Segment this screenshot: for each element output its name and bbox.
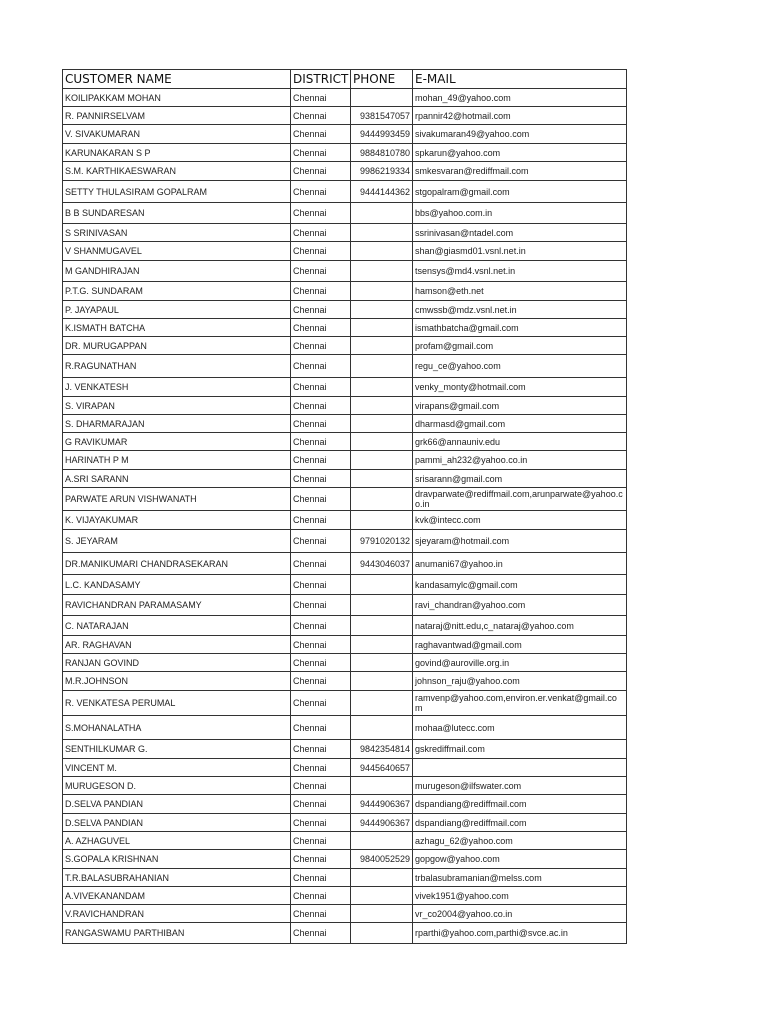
cell-phone [351,203,413,224]
cell-phone: 9381547057 [351,107,413,125]
table-row [63,814,627,832]
cell-district: Chennai [291,203,351,224]
cell-email: tsensys@md4.vsnl.net.in [413,261,627,282]
table-row [63,832,627,850]
cell-phone [351,887,413,905]
cell-phone [351,636,413,654]
cell-district: Chennai [291,595,351,616]
cell-email: profam@gmail.com [413,337,627,355]
table-row [63,162,627,181]
cell-customer-name: D.SELVA PANDIAN [63,814,291,832]
cell-customer-name: S. DHARMARAJAN [63,415,291,433]
cell-district: Chennai [291,319,351,337]
table-row [63,553,627,575]
cell-phone [351,777,413,795]
cell-customer-name: V. SIVAKUMARAN [63,125,291,144]
cell-customer-name: MURUGESON D. [63,777,291,795]
cell-email: virapans@gmail.com [413,397,627,415]
cell-customer-name: B B SUNDARESAN [63,203,291,224]
cell-district: Chennai [291,224,351,242]
cell-district: Chennai [291,451,351,470]
cell-email: gskrediffmail.com [413,740,627,759]
cell-customer-name: R. PANNIRSELVAM [63,107,291,125]
cell-email: kvk@intecc.com [413,511,627,530]
table-row [63,181,627,203]
cell-district: Chennai [291,530,351,553]
cell-customer-name: V.RAVICHANDRAN [63,905,291,923]
table-row [63,923,627,944]
cell-customer-name: G RAVIKUMAR [63,433,291,451]
cell-district: Chennai [291,716,351,740]
header-email: E-MAIL [413,70,627,89]
cell-customer-name: DR. MURUGAPPAN [63,337,291,355]
cell-customer-name: RANJAN GOVIND [63,654,291,672]
table-row [63,530,627,553]
cell-customer-name: M GANDHIRAJAN [63,261,291,282]
cell-customer-name: A. AZHAGUVEL [63,832,291,850]
table-row [63,319,627,337]
cell-email: dspandiang@rediffmail.com [413,795,627,814]
table-row [63,869,627,887]
cell-email: govind@auroville.org.in [413,654,627,672]
table-row [63,355,627,378]
cell-email: ramvenp@yahoo.com,environ.er.venkat@gmail.com [413,691,627,716]
cell-email: dspandiang@rediffmail.com [413,814,627,832]
cell-customer-name: RANGASWAMU PARTHIBAN [63,923,291,944]
cell-phone: 9884810780 [351,144,413,162]
cell-district: Chennai [291,355,351,378]
cell-district: Chennai [291,923,351,944]
table-row [63,795,627,814]
table-row [63,777,627,795]
table-row [63,511,627,530]
table-row [63,595,627,616]
cell-customer-name: P.T.G. SUNDARAM [63,282,291,301]
table-row [63,144,627,162]
table-row [63,378,627,397]
cell-customer-name: S. VIRAPAN [63,397,291,415]
cell-phone: 9986219334 [351,162,413,181]
table-row [63,261,627,282]
cell-district: Chennai [291,89,351,107]
cell-district: Chennai [291,511,351,530]
cell-email: smkesvaran@rediffmail.com [413,162,627,181]
cell-customer-name: A.SRI SARANN [63,470,291,488]
cell-email: shan@giasmd01.vsnl.net.in [413,242,627,261]
cell-email: spkarun@yahoo.com [413,144,627,162]
cell-district: Chennai [291,181,351,203]
cell-email: murugeson@ilfswater.com [413,777,627,795]
cell-phone [351,224,413,242]
cell-phone [351,378,413,397]
cell-email: hamson@eth.net [413,282,627,301]
table-row [63,415,627,433]
cell-phone: 9444144362 [351,181,413,203]
table-row [63,107,627,125]
cell-district: Chennai [291,144,351,162]
cell-phone: 9443046037 [351,553,413,575]
cell-email: regu_ce@yahoo.com [413,355,627,378]
cell-customer-name: M.R.JOHNSON [63,672,291,691]
cell-district: Chennai [291,337,351,355]
table-row [63,282,627,301]
cell-customer-name: K.ISMATH BATCHA [63,319,291,337]
cell-phone [351,488,413,511]
cell-phone [351,337,413,355]
cell-district: Chennai [291,777,351,795]
table-row [63,654,627,672]
cell-customer-name: S.MOHANALATHA [63,716,291,740]
cell-customer-name: S.GOPALA KRISHNAN [63,850,291,869]
cell-customer-name: J. VENKATESH [63,378,291,397]
cell-email: dharmasd@gmail.com [413,415,627,433]
table-row [63,125,627,144]
cell-email: dravparwate@rediffmail.com,arunparwate@yahoo.co.in [413,488,627,511]
cell-email: ismathbatcha@gmail.com [413,319,627,337]
cell-district: Chennai [291,869,351,887]
cell-email: srisarann@gmail.com [413,470,627,488]
cell-email: raghavantwad@gmail.com [413,636,627,654]
cell-customer-name: S SRINIVASAN [63,224,291,242]
cell-district: Chennai [291,125,351,144]
cell-customer-name: S. JEYARAM [63,530,291,553]
table-row [63,575,627,595]
cell-email: bbs@yahoo.com.in [413,203,627,224]
cell-email: anumani67@yahoo.in [413,553,627,575]
cell-phone [351,355,413,378]
header-row [63,70,627,89]
cell-customer-name: A.VIVEKANANDAM [63,887,291,905]
cell-district: Chennai [291,887,351,905]
cell-phone [351,654,413,672]
cell-customer-name: K. VIJAYAKUMAR [63,511,291,530]
cell-phone: 9444993459 [351,125,413,144]
cell-email: sjeyaram@hotmail.com [413,530,627,553]
header-customer-name: CUSTOMER NAME [63,70,291,89]
cell-phone [351,470,413,488]
cell-district: Chennai [291,261,351,282]
cell-customer-name: AR. RAGHAVAN [63,636,291,654]
table-row [63,636,627,654]
table-row [63,470,627,488]
cell-email: venky_monty@hotmail.com [413,378,627,397]
cell-customer-name: R.RAGUNATHAN [63,355,291,378]
cell-customer-name: L.C. KANDASAMY [63,575,291,595]
table-row [63,488,627,511]
cell-customer-name: KARUNAKARAN S P [63,144,291,162]
cell-district: Chennai [291,759,351,777]
cell-district: Chennai [291,397,351,415]
cell-district: Chennai [291,740,351,759]
table-row [63,337,627,355]
cell-district: Chennai [291,415,351,433]
cell-email: azhagu_62@yahoo.com [413,832,627,850]
cell-phone [351,716,413,740]
cell-phone [351,691,413,716]
cell-district: Chennai [291,636,351,654]
cell-district: Chennai [291,553,351,575]
cell-email: gopgow@yahoo.com [413,850,627,869]
cell-phone [351,595,413,616]
cell-phone [351,261,413,282]
cell-district: Chennai [291,242,351,261]
cell-phone [351,242,413,261]
cell-email: mohaa@lutecc.com [413,716,627,740]
cell-district: Chennai [291,850,351,869]
cell-email: vr_co2004@yahoo.co.in [413,905,627,923]
table-row [63,672,627,691]
cell-email: vivek1951@yahoo.com [413,887,627,905]
cell-email: stgopalram@gmail.com [413,181,627,203]
cell-customer-name: SENTHILKUMAR G. [63,740,291,759]
cell-district: Chennai [291,616,351,636]
cell-phone [351,282,413,301]
cell-phone [351,301,413,319]
cell-email: kandasamylc@gmail.com [413,575,627,595]
header-phone: PHONE [351,70,413,89]
table-row [63,224,627,242]
cell-district: Chennai [291,282,351,301]
cell-district: Chennai [291,832,351,850]
cell-customer-name: R. VENKATESA PERUMAL [63,691,291,716]
cell-phone [351,672,413,691]
cell-phone [351,575,413,595]
cell-phone [351,869,413,887]
cell-email: sivakumaran49@yahoo.com [413,125,627,144]
cell-email: cmwssb@mdz.vsnl.net.in [413,301,627,319]
cell-customer-name: S.M. KARTHIKAESWARAN [63,162,291,181]
cell-customer-name: SETTY THULASIRAM GOPALRAM [63,181,291,203]
cell-phone [351,433,413,451]
cell-phone: 9842354814 [351,740,413,759]
cell-customer-name: PARWATE ARUN VISHWANATH [63,488,291,511]
cell-phone [351,451,413,470]
cell-email: johnson_raju@yahoo.com [413,672,627,691]
cell-district: Chennai [291,301,351,319]
cell-district: Chennai [291,795,351,814]
table-row [63,451,627,470]
cell-phone [351,832,413,850]
cell-phone [351,923,413,944]
cell-phone [351,415,413,433]
cell-email: mohan_49@yahoo.com [413,89,627,107]
cell-customer-name: V SHANMUGAVEL [63,242,291,261]
cell-customer-name: T.R.BALASUBRAHANIAN [63,869,291,887]
cell-district: Chennai [291,814,351,832]
cell-email: grk66@annauniv.edu [413,433,627,451]
cell-district: Chennai [291,691,351,716]
cell-phone: 9791020132 [351,530,413,553]
cell-phone [351,511,413,530]
table-row [63,850,627,869]
cell-phone [351,89,413,107]
cell-email: ravi_chandran@yahoo.com [413,595,627,616]
table-row [63,616,627,636]
cell-customer-name: D.SELVA PANDIAN [63,795,291,814]
cell-district: Chennai [291,672,351,691]
cell-email: nataraj@nitt.edu,c_nataraj@yahoo.com [413,616,627,636]
cell-district: Chennai [291,107,351,125]
table-row [63,887,627,905]
cell-phone [351,616,413,636]
table-row [63,242,627,261]
cell-phone: 9444906367 [351,795,413,814]
cell-customer-name: VINCENT M. [63,759,291,777]
cell-customer-name: RAVICHANDRAN PARAMASAMY [63,595,291,616]
table-row [63,89,627,107]
cell-phone [351,319,413,337]
cell-customer-name: C. NATARAJAN [63,616,291,636]
table-row [63,740,627,759]
cell-email [413,759,627,777]
cell-district: Chennai [291,433,351,451]
cell-district: Chennai [291,470,351,488]
cell-phone: 9444906367 [351,814,413,832]
cell-email: rparthi@yahoo.com,parthi@svce.ac.in [413,923,627,944]
cell-customer-name: HARINATH P M [63,451,291,470]
cell-phone [351,905,413,923]
table-row [63,301,627,319]
cell-district: Chennai [291,575,351,595]
cell-customer-name: P. JAYAPAUL [63,301,291,319]
cell-district: Chennai [291,488,351,511]
cell-phone: 9445640657 [351,759,413,777]
table-row [63,716,627,740]
table-row [63,397,627,415]
customer-table [62,69,627,944]
cell-phone [351,397,413,415]
cell-phone: 9840052529 [351,850,413,869]
cell-district: Chennai [291,905,351,923]
cell-customer-name: KOILIPAKKAM MOHAN [63,89,291,107]
cell-email: rpannir42@hotmail.com [413,107,627,125]
cell-district: Chennai [291,654,351,672]
cell-email: pammi_ah232@yahoo.co.in [413,451,627,470]
cell-email: trbalasubramanian@melss.com [413,869,627,887]
table-row [63,203,627,224]
table-row [63,905,627,923]
cell-district: Chennai [291,378,351,397]
header-district: DISTRICT [291,70,351,89]
table-row [63,433,627,451]
cell-customer-name: DR.MANIKUMARI CHANDRASEKARAN [63,553,291,575]
table-row [63,691,627,716]
table-row [63,759,627,777]
cell-email: ssrinivasan@ntadel.com [413,224,627,242]
cell-district: Chennai [291,162,351,181]
